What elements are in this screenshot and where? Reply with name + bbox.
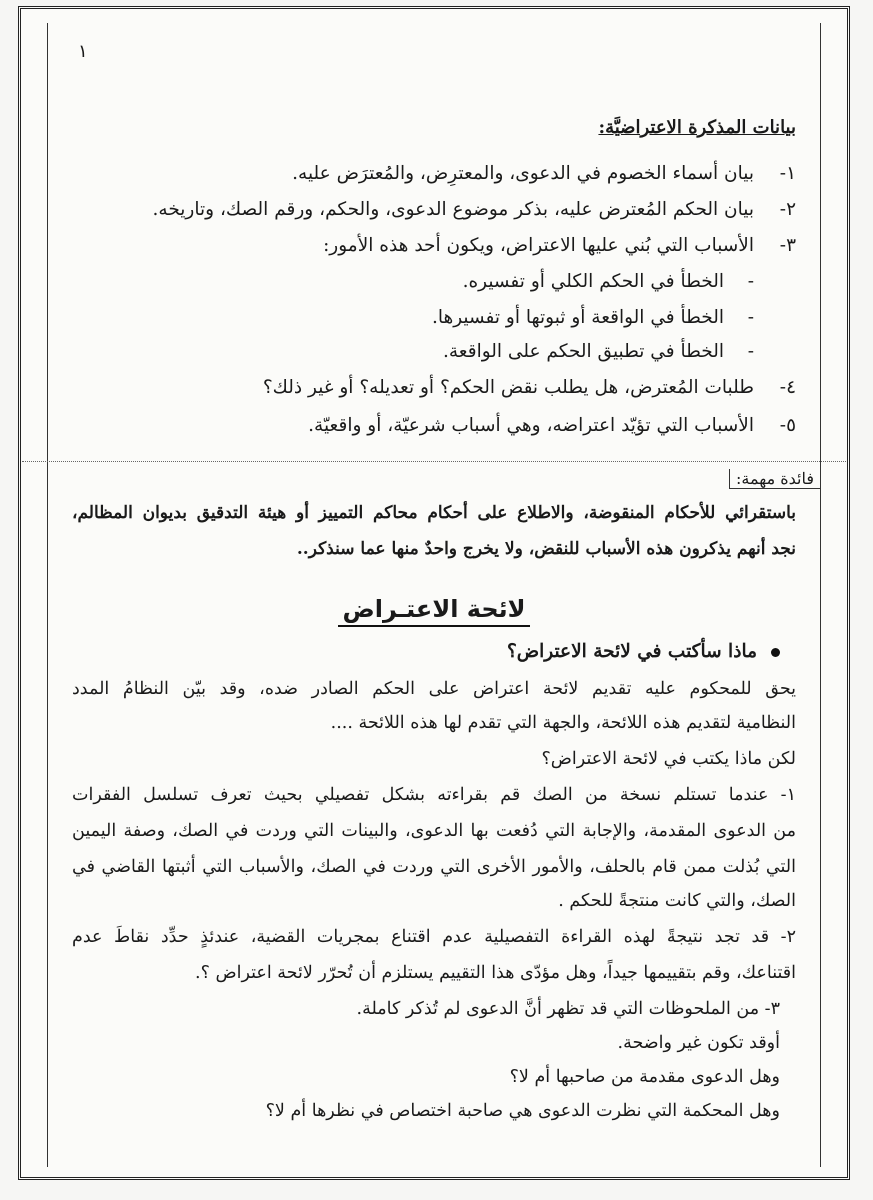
sub-list-text: الخطأ في تطبيق الحكم على الواقعة.	[443, 341, 724, 362]
paragraph-line: يحق للمحكوم عليه تقديم لائحة اعتراض على الحكم الصادر ضده، وقد بيّن النظامُ المدد	[72, 679, 796, 699]
list-text: الأسباب التي بُني عليها الاعتراض، ويكون أحد هذه الأمور:	[323, 235, 754, 256]
list-item	[323, 235, 796, 256]
paragraph-line: اقتناعك، وقم بتقييمها جيداً، وهل مؤدّى هذا التقييم يستلزم أن تُحرّر لائحة اعتراض ؟.	[195, 963, 796, 983]
paragraph-line: أوقد تكون غير واضحة.	[617, 1033, 780, 1053]
paragraph-line: ١- عندما تستلم نسخة من الصك قم بقراءته بشكل تفصيلي بحيث تعرف تسلسل الفقرات	[72, 785, 796, 805]
paragraph-line: الصك، والتي كانت منتجةً للحكم .	[558, 891, 796, 911]
list-number: ٥-	[779, 415, 796, 436]
question-text: ماذا سأكتب في لائحة الاعتراض؟	[506, 641, 757, 662]
note-line: نجد أنهم يذكرون هذه الأسباب للنقض، ولا يخرج واحدٌ منها عما سنذكر..	[296, 539, 796, 559]
note-line: باستقرائي للأحكام المنقوضة، والاطلاع على أحكام محاكم التمييز أو هيئة التدقيق بديوان المظالم،	[72, 503, 796, 523]
list-number: ٢-	[779, 199, 796, 220]
sub-list-item	[443, 341, 754, 362]
dash-bullet: -	[747, 341, 754, 362]
sub-list-item	[432, 307, 754, 328]
list-number: ١-	[779, 163, 796, 184]
list-number: ٣-	[779, 235, 796, 256]
dotted-separator	[22, 461, 846, 462]
sub-list-text: الخطأ في الحكم الكلي أو تفسيره.	[462, 271, 724, 292]
sub-list-text: الخطأ في الواقعة أو ثبوتها أو تفسيرها.	[431, 307, 724, 328]
list-text: طلبات المُعترض، هل يطلب نقض الحكم؟ أو تعديله؟ أو غير ذلك؟	[262, 377, 754, 398]
list-text: بيان أسماء الخصوم في الدعوى، والمعترِض، والمُعترَض عليه.	[292, 163, 754, 184]
list-item	[292, 163, 796, 184]
page-frame	[47, 23, 821, 1167]
list-item	[308, 415, 796, 436]
paragraph-line: من الدعوى المقدمة، والإجابة التي دُفعت بها الدعوى، والبينات التي وردت في الصك، وصفة اليمين	[72, 821, 796, 841]
list-number: ٤-	[779, 377, 796, 398]
document-page	[18, 6, 850, 1180]
list-text: الأسباب التي تؤيّد اعتراضه، وهي أسباب شرعيّة، أو واقعيّة.	[308, 415, 754, 436]
page-number: ١	[78, 41, 88, 62]
list-item	[263, 377, 796, 398]
sub-list-item	[463, 271, 754, 292]
important-note-label: فائدة مهمة:	[729, 469, 820, 489]
paragraph-line: وهل الدعوى مقدمة من صاحبها أم لا؟	[509, 1067, 780, 1087]
paragraph-line: النظامية لتقديم هذه اللائحة، والجهة التي تقدم لها هذه اللائحة ....	[330, 713, 796, 733]
question-line	[507, 641, 780, 662]
main-title	[48, 595, 820, 623]
bullet-icon	[771, 648, 780, 657]
paragraph-line: لكن ماذا يكتب في لائحة الاعتراض؟	[541, 749, 796, 769]
main-title-text: لائحة الاعتـراض	[338, 595, 529, 627]
section-heading: بيانات المذكرة الاعتراضيَّة:	[598, 117, 796, 138]
page-content	[48, 23, 820, 1167]
dash-bullet: -	[747, 271, 754, 292]
paragraph-line: وهل المحكمة التي نظرت الدعوى هي صاحبة اختصاص في نظرها أم لا؟	[265, 1101, 780, 1121]
dash-bullet: -	[747, 307, 754, 328]
list-item	[153, 199, 796, 220]
paragraph-line: ٣- من الملحوظات التي قد تظهر أنَّ الدعوى لم تُذكر كاملة.	[356, 999, 780, 1019]
list-text: بيان الحكم المُعترض عليه، بذكر موضوع الدعوى، والحكم، ورقم الصك، وتاريخه.	[152, 199, 754, 220]
paragraph-line: ٢- قد تجد نتيجةً لهذه القراءة التفصيلية عدم اقتناع بمجريات القضية، عندئذٍ حدِّد نقاطَ عدم	[72, 927, 796, 947]
paragraph-line: التي بُذلت ممن قام بالحلف، والأمور الأخرى التي وردت في الصك، والأسباب التي أثبتها القاضي في	[72, 857, 796, 877]
